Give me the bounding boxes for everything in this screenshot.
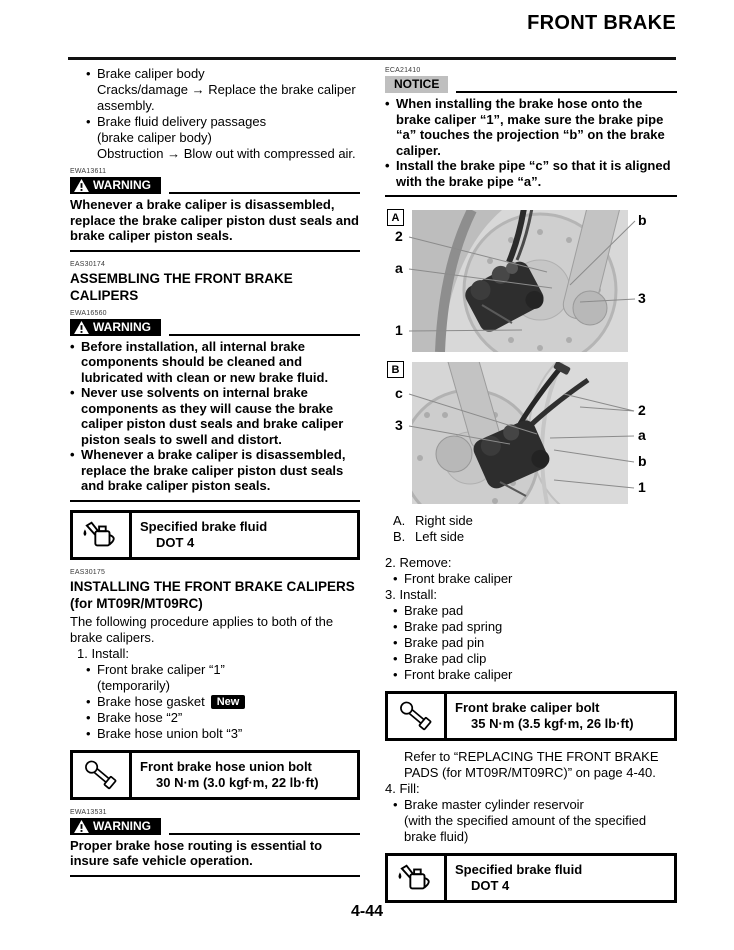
- callout-3: 3: [638, 290, 646, 306]
- spec-text: [447, 856, 674, 900]
- list-item: • Brake pad spring: [393, 619, 677, 635]
- section-rule: [70, 500, 360, 502]
- source-code: EWA13611: [70, 168, 107, 175]
- oil-can-icon: [73, 513, 132, 557]
- section-rule: [70, 250, 360, 252]
- bullet-icon: [393, 651, 404, 667]
- warning-triangle-icon: [74, 820, 89, 833]
- refer-text: Refer to “REPLACING THE FRONT BRAKE PADS (for MT09R/MT09RC)” on page 4-40.: [404, 749, 659, 780]
- source-code: EWA16560: [70, 309, 107, 317]
- torque-wrench-icon: [388, 694, 447, 738]
- list-item: (brake caliper body): [97, 130, 212, 145]
- callout-1: 1: [395, 322, 403, 338]
- spec-value: DOT 4: [471, 878, 510, 893]
- warning-badge: [70, 319, 161, 336]
- list-item: • Brake master cylinder reservoir: [393, 797, 677, 813]
- warning-rule: [169, 833, 360, 835]
- bullet-icon: [393, 619, 404, 635]
- warning-triangle-icon: [74, 321, 89, 334]
- list-item: Cracks/damage → Replace the brake caliper assembly.: [97, 82, 356, 113]
- inspection-list: [86, 66, 360, 162]
- bullet-icon: [393, 667, 404, 683]
- source-code: ECA21410: [385, 67, 421, 74]
- callout-2: 2: [395, 228, 403, 244]
- list-item: • When installing the brake hose onto the brake caliper “1”, make sure the brake pipe “a” touches the projection “b” on the brake caliper.: [385, 96, 677, 158]
- section-rule: [70, 875, 360, 877]
- step-4: 4. Fill:: [385, 781, 420, 796]
- figure-a: [385, 205, 677, 355]
- torque-box-union-bolt: [70, 750, 360, 800]
- bullet-icon: [393, 635, 404, 651]
- spec-text: [447, 694, 674, 738]
- key-item: B. Left side: [393, 529, 465, 544]
- warning-header: [70, 177, 360, 194]
- list-item: Obstruction → Blow out with compressed air.: [97, 146, 356, 161]
- step-2: 2. Remove:: [385, 555, 452, 570]
- warning-rule: [169, 192, 360, 194]
- warning-triangle-icon: [74, 179, 89, 192]
- list-item: (with the specified amount of the specified brake fluid): [404, 813, 647, 844]
- list-item: • Brake hose gasket New: [86, 694, 360, 710]
- bullet-icon: [385, 96, 396, 158]
- new-badge: New: [211, 695, 246, 709]
- bullet-icon: [393, 571, 404, 587]
- list-item: • Install the brake pipe “c” so that it is aligned with the brake pipe “a”.: [385, 158, 677, 189]
- page-title: FRONT BRAKE: [527, 12, 676, 34]
- figure-b-photo: [412, 362, 628, 504]
- list-item: • Whenever a brake caliper is disassembled, replace the brake caliper piston dust seals and brake caliper piston seals.: [70, 447, 360, 494]
- notice-header: [385, 76, 677, 93]
- bullet-icon: [385, 158, 396, 189]
- warning-header: [70, 319, 360, 336]
- oil-can-icon: [388, 856, 447, 900]
- bullet-icon: [70, 385, 81, 447]
- callout-b: b: [638, 453, 647, 469]
- callout-3: 3: [395, 417, 403, 433]
- list-item: • Brake caliper body: [86, 66, 360, 82]
- warning-label: WARNING: [93, 818, 151, 833]
- bullet-icon: [86, 694, 97, 710]
- warning-header: [70, 818, 360, 835]
- callout-1: 1: [638, 479, 646, 495]
- bullet-icon: [70, 339, 81, 386]
- bullet-icon: [86, 114, 97, 130]
- step-4-list: [393, 797, 677, 845]
- spec-value: 35 N·m (3.5 kgf·m, 26 lb·ft): [471, 716, 634, 731]
- warning-badge: [70, 177, 161, 194]
- notice-rule: [456, 91, 677, 93]
- spec-value: DOT 4: [156, 534, 195, 550]
- bullet-icon: [86, 726, 97, 742]
- warning-label: WARNING: [93, 178, 151, 192]
- spec-value: 30 N·m (3.0 kgf·m, 22 lb·ft): [156, 774, 319, 790]
- step-3-list: [393, 603, 677, 683]
- torque-box-caliper-bolt: [385, 691, 677, 741]
- spec-title: Front brake hose union bolt: [140, 758, 312, 774]
- bullet-icon: [86, 66, 97, 82]
- left-column: [70, 66, 360, 885]
- spec-box-brake-fluid: [70, 510, 360, 560]
- list-item: • Front brake caliper: [393, 667, 677, 683]
- source-code: EWA13531: [70, 808, 107, 816]
- spec-title: Specified brake fluid: [140, 518, 268, 534]
- warning-badge: [70, 818, 161, 835]
- list-item: • Brake pad pin: [393, 635, 677, 651]
- spec-text: [132, 513, 357, 557]
- figure-a-tag: A: [387, 209, 404, 226]
- list-item: (temporarily): [97, 677, 170, 693]
- bullet-icon: [393, 603, 404, 619]
- page-number: 4-44: [350, 903, 384, 920]
- spec-text: [132, 753, 357, 797]
- bullet-icon: [70, 447, 81, 494]
- source-code: EAS30174: [70, 260, 106, 268]
- callout-a: a: [395, 260, 403, 276]
- section-rule: [385, 195, 677, 197]
- list-item: • Brake fluid delivery passages: [86, 114, 360, 130]
- list-item: • Front brake caliper: [393, 571, 677, 587]
- figure-b: [385, 357, 677, 507]
- notice-list: [385, 96, 677, 189]
- list-item: • Front brake caliper “1”: [86, 662, 360, 678]
- list-item: • Brake pad: [393, 603, 677, 619]
- key-item: A. Right side: [393, 513, 473, 528]
- warning-list: [70, 339, 360, 494]
- section-heading: ASSEMBLING THE FRONT BRAKE CALIPERS: [70, 270, 293, 303]
- list-item: • Brake pad clip: [393, 651, 677, 667]
- bullet-icon: [86, 710, 97, 726]
- list-item: • Brake hose union bolt “3”: [86, 726, 360, 742]
- spec-title: Specified brake fluid: [455, 862, 583, 877]
- spec-title: Front brake caliper bolt: [455, 700, 600, 715]
- step-1-list: [86, 662, 360, 742]
- section-heading: INSTALLING THE FRONT BRAKE CALIPERS (for MT09R/MT09RC): [70, 578, 355, 611]
- torque-wrench-icon: [73, 753, 132, 797]
- step-3: 3. Install:: [385, 587, 438, 602]
- spec-box-brake-fluid: [385, 853, 677, 903]
- notice-badge: NOTICE: [385, 76, 448, 93]
- callout-2: 2: [638, 402, 646, 418]
- warning-rule: [169, 334, 360, 336]
- callout-a: a: [638, 427, 646, 443]
- list-item: • Brake hose “2”: [86, 710, 360, 726]
- header-rule: [68, 57, 676, 60]
- list-item: • Never use solvents on internal brake components as they will cause the brake caliper piston dust seals and brake caliper piston seals to swell and distort.: [70, 385, 360, 447]
- figure-key: [385, 513, 677, 545]
- callout-c: c: [395, 385, 403, 401]
- step-1: 1. Install:: [77, 645, 130, 661]
- bullet-icon: [86, 662, 97, 678]
- warning-text: Proper brake hose routing is essential to insure safe vehicle operation.: [70, 837, 323, 868]
- figure-a-photo: [412, 210, 628, 352]
- right-column: [385, 66, 677, 911]
- figure-b-tag: B: [387, 361, 404, 378]
- callout-b: b: [638, 212, 647, 228]
- warning-label: WARNING: [93, 319, 151, 334]
- bullet-icon: [393, 797, 404, 813]
- list-item: • Before installation, all internal brake components should be cleaned and lubricated with clean or new brake fluid.: [70, 339, 360, 386]
- intro-text: The following procedure applies to both of the brake calipers.: [70, 613, 334, 645]
- source-code: EAS30175: [70, 568, 106, 576]
- warning-text: Whenever a brake caliper is disassembled, replace the brake caliper piston dust seals and brake caliper piston seals.: [70, 197, 359, 243]
